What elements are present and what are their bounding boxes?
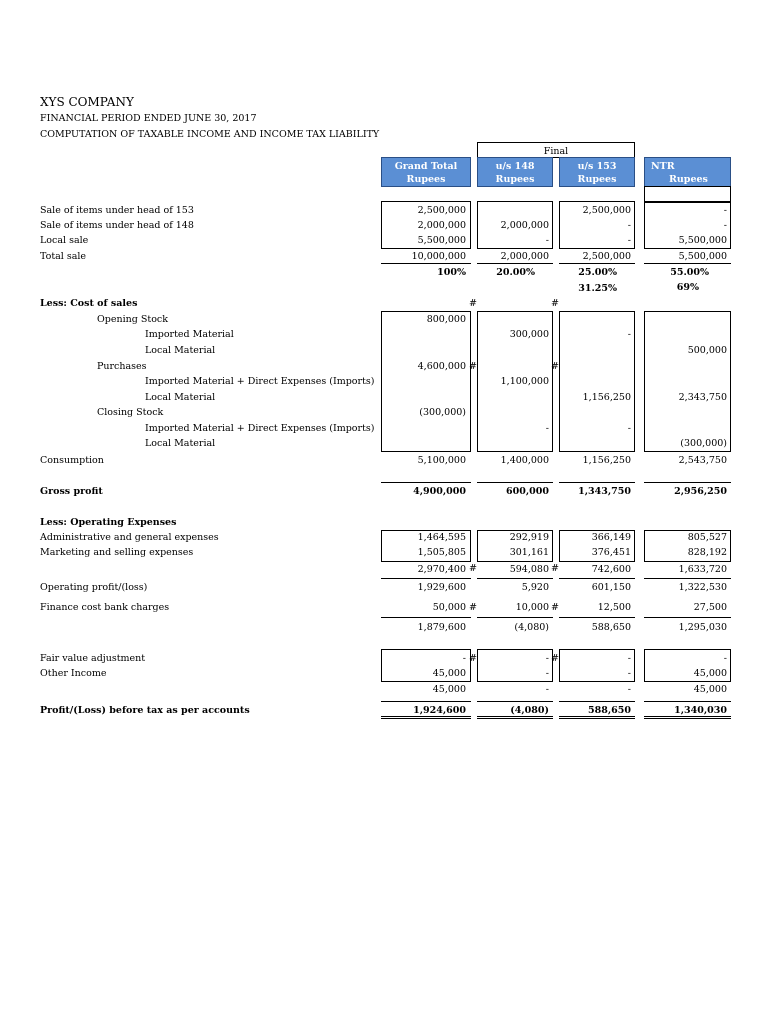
hash-marker: # xyxy=(551,602,559,613)
percent-value: 55.00% xyxy=(670,267,709,278)
row-label: Imported Material + Direct Expenses (Imports) xyxy=(145,423,375,434)
hash-marker: # xyxy=(469,563,477,574)
cell-value: 301,161 xyxy=(509,547,549,558)
hash-marker: # xyxy=(469,653,477,664)
cell-value: 4,900,000 xyxy=(413,486,466,497)
cell-value: - xyxy=(627,220,631,231)
cell-value: 45,000 xyxy=(432,684,466,695)
hash-marker: # xyxy=(469,298,477,309)
rule xyxy=(381,716,471,717)
cell-value: 1,156,250 xyxy=(582,392,631,403)
column-header-line2: Rupees xyxy=(669,174,708,185)
cell-value: (4,080) xyxy=(514,622,549,633)
cell-value: 1,879,600 xyxy=(417,622,466,633)
cell-value: 2,956,250 xyxy=(674,486,727,497)
cell-value: 10,000 xyxy=(515,602,549,613)
column-header-us148 xyxy=(477,157,553,187)
row-label: Administrative and general expenses xyxy=(40,532,219,543)
rule xyxy=(559,578,635,579)
cell-value: (300,000) xyxy=(680,438,727,449)
cell-value: - xyxy=(545,684,549,695)
rule xyxy=(381,701,471,702)
column-header-line2: Rupees xyxy=(577,174,617,185)
cell-value: 5,920 xyxy=(521,582,549,593)
cell-value: - xyxy=(723,220,727,231)
cell-value: - xyxy=(545,235,549,246)
cell-value: 366,149 xyxy=(591,532,631,543)
cell-value: 2,500,000 xyxy=(417,205,466,216)
row-label: Gross profit xyxy=(40,486,103,497)
cell-value: - xyxy=(627,235,631,246)
cell-value: 1,924,600 xyxy=(413,705,466,716)
cell-value: - xyxy=(723,205,727,216)
percent-value: 69% xyxy=(676,282,699,293)
rule xyxy=(381,617,471,618)
cell-value: - xyxy=(545,668,549,679)
rule xyxy=(477,578,553,579)
rule xyxy=(644,716,731,717)
cos-box-ntr xyxy=(644,311,731,452)
rule xyxy=(381,263,471,264)
cell-value: - xyxy=(627,423,631,434)
cell-value: 12,500 xyxy=(597,602,631,613)
row-label: Local Material xyxy=(145,345,216,356)
row-label: Imported Material + Direct Expenses (Imports) xyxy=(145,376,375,387)
rule xyxy=(644,617,731,618)
cell-value: 45,000 xyxy=(693,668,727,679)
cell-value: 594,080 xyxy=(509,564,549,575)
rule xyxy=(644,701,731,702)
rule xyxy=(477,263,553,264)
cell-value: 588,650 xyxy=(591,622,631,633)
rule xyxy=(559,718,635,719)
cell-value: 27,500 xyxy=(693,602,727,613)
row-label: Local Material xyxy=(145,438,216,449)
row-label: Fair value adjustment xyxy=(40,653,146,664)
percent-value: 25.00% xyxy=(578,267,617,278)
cell-value: 45,000 xyxy=(432,668,466,679)
cell-value: 1,322,530 xyxy=(678,582,727,593)
row-label: Opening Stock xyxy=(97,314,168,325)
cell-value: 588,650 xyxy=(588,705,631,716)
cell-value: (4,080) xyxy=(510,705,549,716)
financial-period: FINANCIAL PERIOD ENDED JUNE 30, 2017 xyxy=(40,113,257,124)
column-header-line2: Rupees xyxy=(406,174,446,185)
cell-value: 5,500,000 xyxy=(678,251,727,262)
cell-value: 376,451 xyxy=(591,547,631,558)
column-header-ntr xyxy=(644,157,731,187)
column-header-line1: u/s 148 xyxy=(495,161,535,172)
cell-value: 742,600 xyxy=(591,564,631,575)
rule xyxy=(644,578,731,579)
rule xyxy=(559,716,635,717)
row-label: Purchases xyxy=(97,361,147,372)
cell-value: - xyxy=(545,423,549,434)
cell-value: 2,000,000 xyxy=(500,251,549,262)
row-label: Other Income xyxy=(40,668,107,679)
cell-value: 2,543,750 xyxy=(678,455,727,466)
row-label: Sale of items under head of 148 xyxy=(40,220,194,231)
row-label: Imported Material xyxy=(145,329,234,340)
column-header-line2: Rupees xyxy=(495,174,535,185)
report-subtitle: COMPUTATION OF TAXABLE INCOME AND INCOME TAX LIABILITY xyxy=(40,129,380,140)
cell-value: 300,000 xyxy=(509,329,549,340)
row-label: Closing Stock xyxy=(97,407,164,418)
cell-value: 50,000 xyxy=(432,602,466,613)
final-group-label: Final xyxy=(477,142,635,158)
cell-value: 2,970,400 xyxy=(417,564,466,575)
rule xyxy=(644,263,731,264)
cell-value: 1,295,030 xyxy=(678,622,727,633)
cell-value: 45,000 xyxy=(693,684,727,695)
section-heading: Less: Cost of sales xyxy=(40,298,138,309)
column-header-line1: NTR xyxy=(651,161,675,172)
row-label: Consumption xyxy=(40,455,104,466)
cell-value: 1,400,000 xyxy=(500,455,549,466)
rule xyxy=(381,482,471,483)
cell-value: 2,000,000 xyxy=(417,220,466,231)
cell-value: 601,150 xyxy=(591,582,631,593)
percent-value: 20.00% xyxy=(496,267,535,278)
cell-value: - xyxy=(723,653,727,664)
rule xyxy=(644,718,731,719)
cell-value: 5,100,000 xyxy=(417,455,466,466)
rule xyxy=(559,482,635,483)
hash-marker: # xyxy=(551,361,559,372)
cell-value: 600,000 xyxy=(506,486,549,497)
rule xyxy=(559,701,635,702)
cell-value: 1,340,030 xyxy=(674,705,727,716)
cell-value: 2,500,000 xyxy=(582,251,631,262)
cell-value: - xyxy=(627,329,631,340)
cell-value: 5,500,000 xyxy=(678,235,727,246)
cell-value: 828,192 xyxy=(687,547,727,558)
cell-value: 500,000 xyxy=(687,345,727,356)
cell-value: 2,343,750 xyxy=(678,392,727,403)
column-header-line1: Grand Total xyxy=(394,161,458,172)
column-header-line1: u/s 153 xyxy=(577,161,617,172)
hash-marker: # xyxy=(551,563,559,574)
row-label: Local sale xyxy=(40,235,89,246)
section-heading: Less: Operating Expenses xyxy=(40,517,177,528)
rule xyxy=(381,578,471,579)
row-label: Finance cost bank charges xyxy=(40,602,170,613)
row-label: Sale of items under head of 153 xyxy=(40,205,194,216)
cell-value: 1,505,805 xyxy=(417,547,466,558)
percent-value: 31.25% xyxy=(578,283,617,294)
column-header-grand-total xyxy=(381,157,471,187)
cell-value: 2,500,000 xyxy=(582,205,631,216)
rule xyxy=(381,718,471,719)
hash-marker: # xyxy=(469,602,477,613)
row-label: Local Material xyxy=(145,392,216,403)
row-label: Operating profit/(loss) xyxy=(40,582,148,593)
rule xyxy=(477,617,553,618)
cell-value: 1,100,000 xyxy=(500,376,549,387)
cell-value: 1,633,720 xyxy=(678,564,727,575)
cell-value: 1,156,250 xyxy=(582,455,631,466)
hash-marker: # xyxy=(551,653,559,664)
company-name: XYS COMPANY xyxy=(40,95,134,109)
hash-marker: # xyxy=(469,361,477,372)
cell-value: 800,000 xyxy=(426,314,466,325)
hash-marker: # xyxy=(551,298,559,309)
row-label: Marketing and selling expenses xyxy=(40,547,194,558)
column-header-us153 xyxy=(559,157,635,187)
rule xyxy=(477,718,553,719)
cell-value: - xyxy=(545,653,549,664)
rule xyxy=(559,617,635,618)
cell-value: (300,000) xyxy=(419,407,466,418)
rule xyxy=(477,716,553,717)
cell-value: 4,600,000 xyxy=(417,361,466,372)
cell-value: - xyxy=(462,653,466,664)
cell-value: 805,527 xyxy=(687,532,727,543)
cell-value: 1,343,750 xyxy=(578,486,631,497)
cell-value: 2,000,000 xyxy=(500,220,549,231)
cell-value: - xyxy=(627,668,631,679)
rule xyxy=(644,482,731,483)
cell-value: 1,464,595 xyxy=(417,532,466,543)
cell-value: 10,000,000 xyxy=(411,251,466,262)
cell-value: 1,929,600 xyxy=(417,582,466,593)
cell-value: 5,500,000 xyxy=(417,235,466,246)
row-label: Profit/(Loss) before tax as per accounts xyxy=(40,705,250,716)
rule xyxy=(477,701,553,702)
cell-value: - xyxy=(627,653,631,664)
rule xyxy=(477,482,553,483)
cell-value: - xyxy=(627,684,631,695)
percent-value: 100% xyxy=(437,267,466,278)
cos-box-grand xyxy=(381,311,471,452)
rule xyxy=(559,263,635,264)
cell-value: 292,919 xyxy=(509,532,549,543)
row-label: Total sale xyxy=(40,251,87,262)
